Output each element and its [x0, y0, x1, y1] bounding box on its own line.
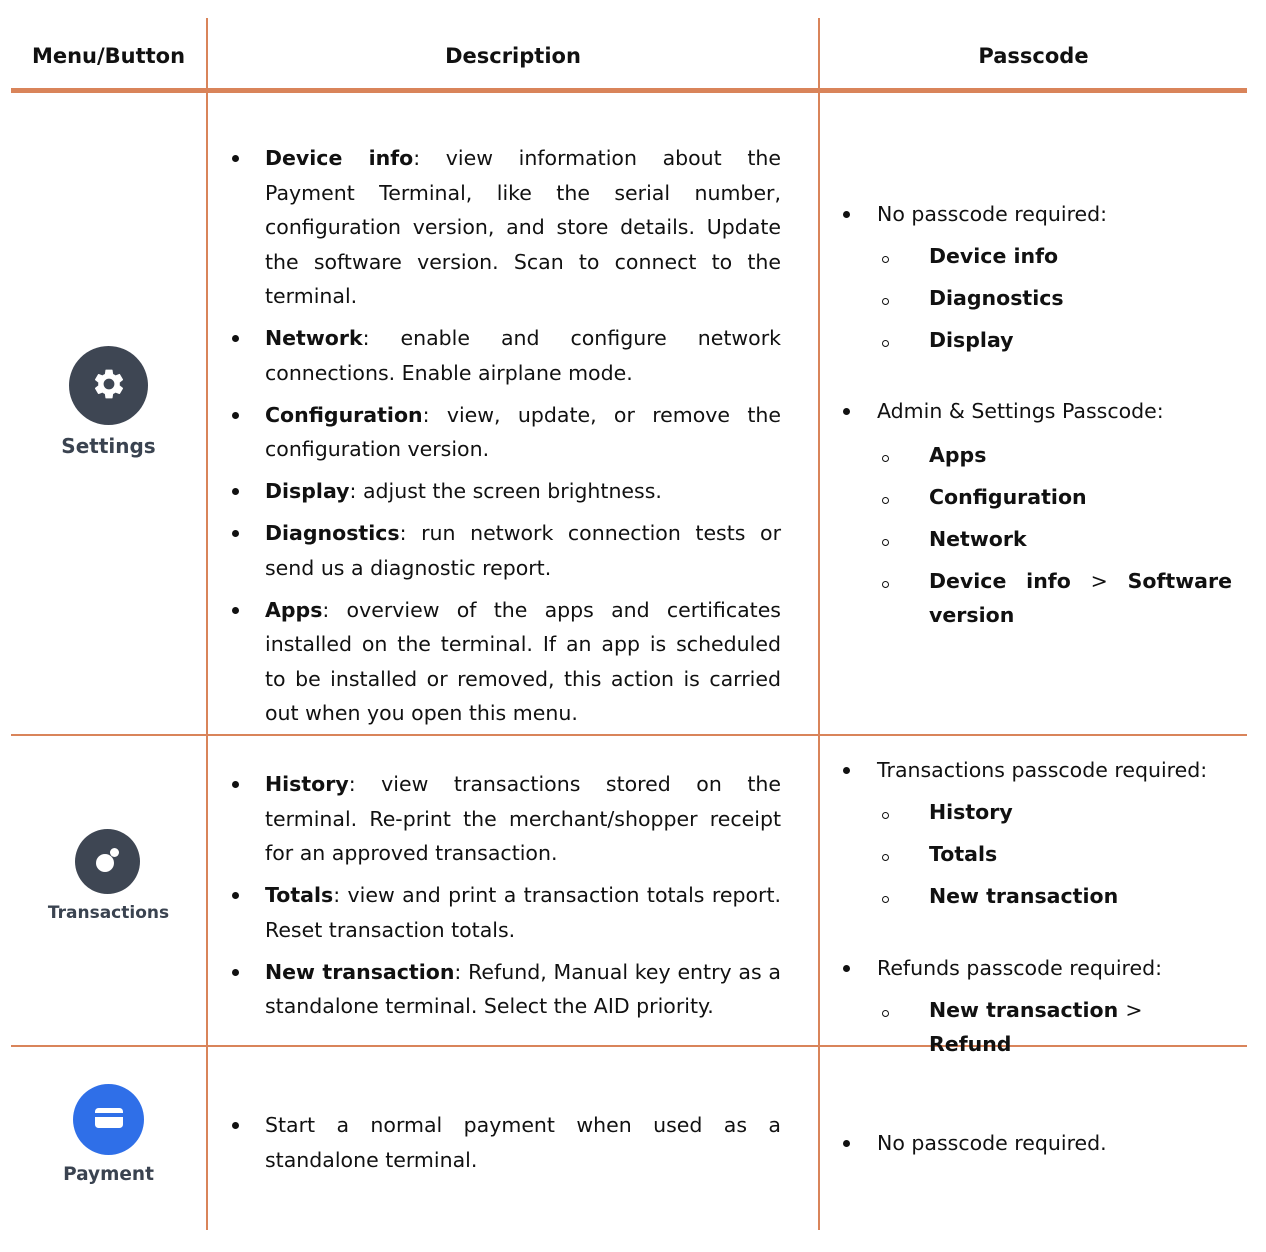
passcode-item [877, 564, 1232, 632]
term: Display [265, 479, 350, 503]
list-item [265, 474, 781, 509]
payment-description [265, 1108, 781, 1185]
term: History [265, 772, 349, 796]
term: Apps [265, 597, 323, 622]
passcode-item: Configuration [877, 480, 1232, 514]
passcode-item: Network [877, 522, 1232, 556]
term-text: : view information about the Payment Terminal, like the serial number, configuration version, and store details. Update the software version. Scan to connect to the terminal. [265, 146, 781, 308]
passcode-item: Apps [877, 438, 1232, 472]
path-separator: > [1090, 569, 1108, 593]
term-text: : Refund, Manual key entry as a standalone terminal. Select the AID priority. [265, 959, 781, 1018]
passcode-group: No passcode required. [877, 1126, 1232, 1160]
term: Diagnostics [265, 521, 400, 545]
passcode-item: History [877, 795, 1232, 829]
list-item [265, 955, 781, 1024]
list-item [265, 1108, 781, 1177]
list-item [265, 398, 781, 467]
term-text: : view, update, or remove the configuration version. [265, 402, 781, 461]
list-item [265, 141, 781, 314]
passcode-item [877, 993, 1232, 1061]
card-icon [91, 1100, 127, 1140]
settings-label: Settings [61, 434, 156, 458]
passcode-group: Admin & Settings Passcode: [877, 394, 1232, 428]
settings-passcode [877, 197, 1232, 632]
payment-label: Payment [63, 1164, 154, 1185]
list-item [265, 321, 781, 390]
header-rule [11, 88, 1247, 93]
column-divider-1 [206, 18, 208, 1230]
term-text: : enable and configure network connections. Enable airplane mode. [265, 326, 781, 385]
term-text: : overview of the apps and certificates installed on the terminal. If an app is scheduled to be installed or removed, this action is carried out when you open this menu. [265, 597, 781, 725]
path-start: Device info [929, 569, 1071, 593]
list-item [265, 878, 781, 947]
term: Device info [265, 146, 414, 170]
term: Totals [265, 883, 334, 907]
path-separator: > [1125, 998, 1143, 1022]
passcode-group: No passcode required: [877, 197, 1232, 231]
term-text: : view and print a transaction totals report. Reset transaction totals. [265, 883, 781, 942]
path-end: Software version [929, 569, 1233, 627]
settings-description [265, 141, 781, 738]
passcode-item: Totals [877, 837, 1232, 871]
passcode-group: Transactions passcode required: [877, 753, 1232, 787]
term: New transaction [265, 959, 455, 984]
path-start: New transaction [929, 998, 1119, 1022]
passcode-item: Display [877, 323, 1232, 357]
term: Network [265, 326, 363, 350]
term-text: : run network connection tests or send us a diagnostic report. [265, 521, 781, 580]
column-divider-2 [818, 18, 820, 1230]
list-item [265, 767, 781, 871]
passcode-group: Refunds passcode required: [877, 951, 1232, 985]
term-text: : adjust the screen brightness. [349, 479, 662, 503]
transactions-label: Transactions [47, 903, 170, 923]
list-item [265, 516, 781, 585]
term: Configuration [265, 402, 423, 427]
term-text: : view transactions stored on the terminal. Re-print the merchant/shopper receipt for an approved transaction. [265, 772, 781, 865]
transactions-button[interactable] [75, 829, 140, 894]
passcode-item: New transaction [877, 879, 1232, 913]
path-end: Refund [929, 1032, 1012, 1056]
transactions-icon [88, 840, 128, 884]
gear-icon [91, 366, 127, 406]
settings-button[interactable] [69, 346, 148, 425]
list-item [265, 593, 781, 731]
payment-button[interactable] [73, 1084, 144, 1155]
header-description: Description [445, 44, 581, 68]
passcode-item: Device info [877, 239, 1232, 273]
transactions-description [265, 767, 781, 1031]
passcode-item: Diagnostics [877, 281, 1232, 315]
term-text: Start a normal payment when used as a standalone terminal. [265, 1113, 781, 1172]
passcode-path [929, 564, 1232, 632]
transactions-passcode [877, 753, 1232, 1061]
header-menu-button: Menu/Button [31, 44, 186, 68]
header-passcode: Passcode [978, 44, 1089, 68]
payment-passcode [877, 1126, 1232, 1160]
